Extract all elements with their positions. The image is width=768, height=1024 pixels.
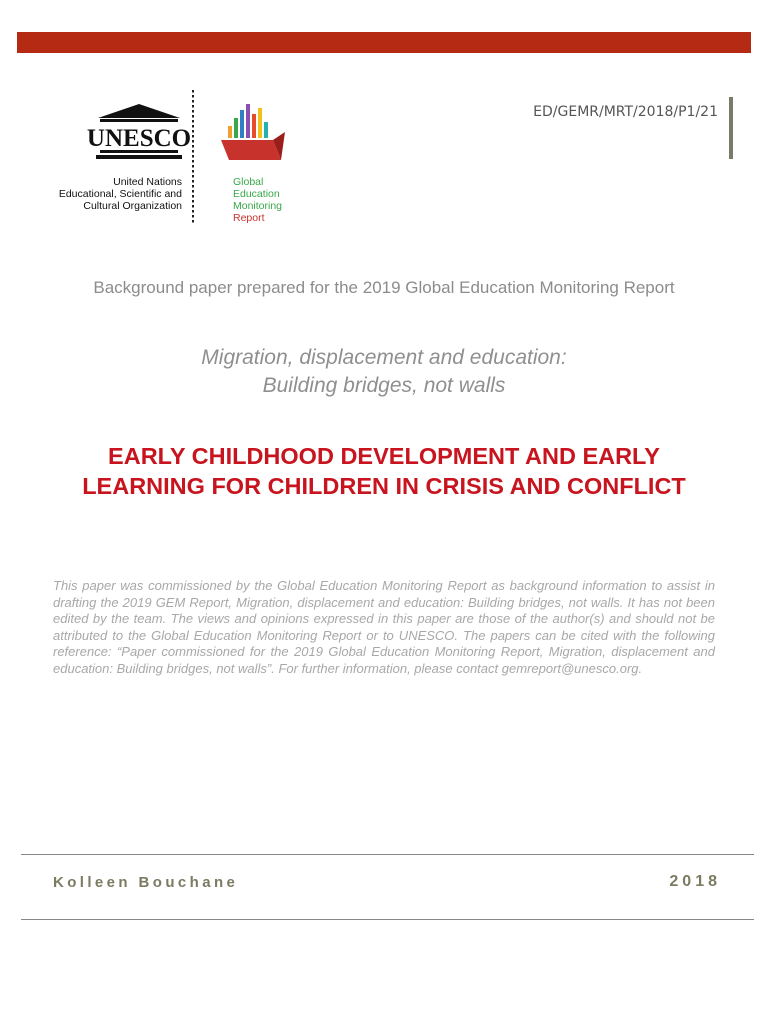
gem-line: Global xyxy=(233,176,264,188)
title-line-1: EARLY CHILDHOOD DEVELOPMENT AND EARLY xyxy=(108,443,660,469)
disclaimer-text: This paper was commissioned by the Global Education Monitoring Report as background information to assist in drafting the 2019 GEM Report, Migration, displacement and education: Building bridges, not walls. It has not been edited by the team. The views and opinions expressed in this paper are those of the author(s) and should not be attributed to the Global Education Monitoring Report or to UNESCO. The papers can be cited with the following reference: “Paper commissioned for the 2019 Global Education Monitoring Report, Migration, displacement and education: Building bridges, not walls”. For further information, please contact gemreport@unesco.org. xyxy=(53,578,715,676)
gem-report-name xyxy=(233,176,333,224)
logo-block xyxy=(44,90,304,230)
subtitle-line-1: Migration, displacement and education: xyxy=(201,346,567,369)
subtitle-line-2: Building bridges, not walls xyxy=(262,374,506,397)
document-code-rule xyxy=(729,97,733,159)
unesco-line: Cultural Organization xyxy=(83,200,182,212)
gem-report-word: Report xyxy=(233,212,265,224)
report-subtitle xyxy=(0,344,768,400)
unesco-line: United Nations xyxy=(113,176,182,188)
logo-divider xyxy=(192,90,194,224)
footer-bottom-rule xyxy=(21,919,754,920)
unesco-line: Educational, Scientific and xyxy=(58,188,182,200)
paper-title xyxy=(40,441,728,501)
background-line: Background paper prepared for the 2019 Global Education Monitoring Report xyxy=(93,278,675,297)
unesco-wordmark: UNESCO xyxy=(86,125,192,152)
unesco-temple-logo xyxy=(86,102,192,160)
gem-line: Monitoring xyxy=(233,200,283,212)
publication-year: 2018 xyxy=(669,873,721,890)
top-accent-bar xyxy=(17,32,751,53)
footer-top-rule xyxy=(21,854,754,855)
unesco-org-name xyxy=(44,176,182,212)
title-line-2: LEARNING FOR CHILDREN IN CRISIS AND CONFLICT xyxy=(82,473,686,499)
document-code: ED/GEMR/MRT/2018/P1/21 xyxy=(533,104,718,120)
author-name: Kolleen Bouchane xyxy=(53,874,239,891)
gem-report-logo xyxy=(219,102,289,166)
gem-line: Education xyxy=(233,188,280,200)
